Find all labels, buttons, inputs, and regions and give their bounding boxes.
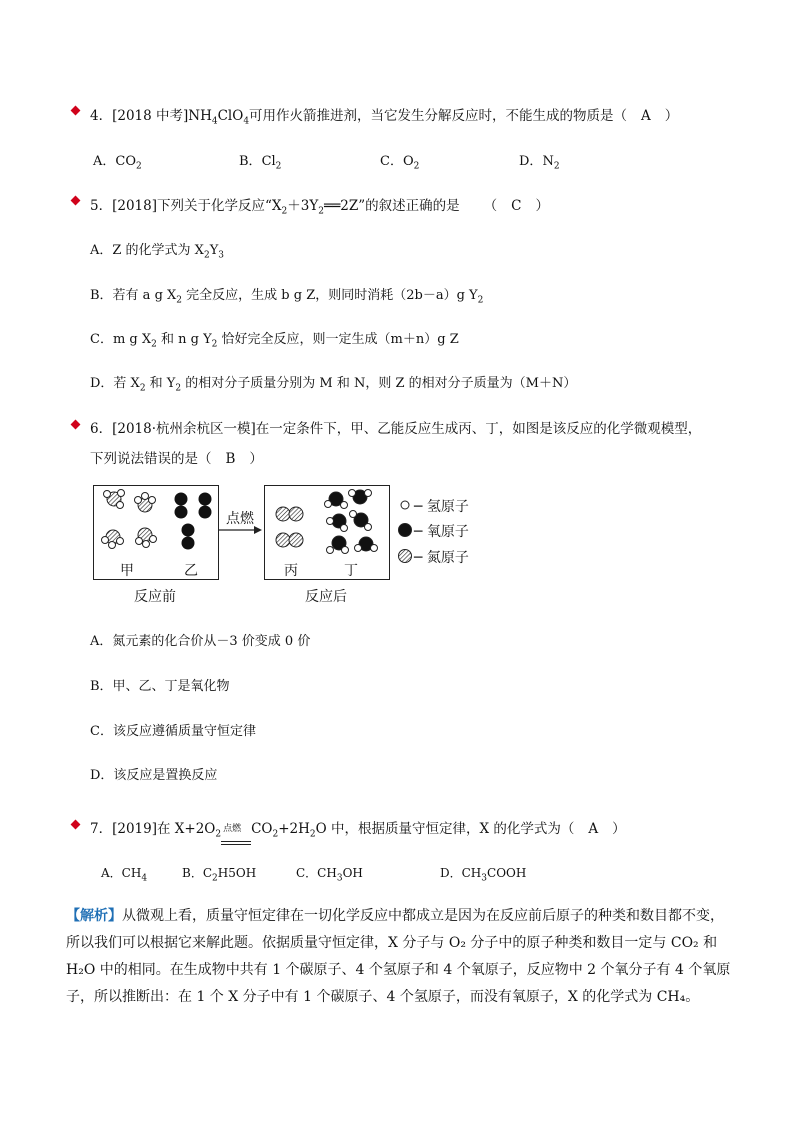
q4-stem: 4．[2018 中考]$NH_4ClO_4$可用作火箭推进剂，当它发生分解反应时，不能生成的物质是（ A ） bbox=[90, 108, 679, 127]
q6-option-a: A．氮元素的化合价从－3 价变成 0 价 bbox=[90, 634, 311, 649]
q5-option-a: A．Z 的化学式为 $X_2Y_3$ bbox=[90, 243, 225, 261]
q7-option-b: B．$C_2H5OH$ bbox=[182, 866, 257, 884]
q4-option-b: B．$Cl_2$ bbox=[239, 154, 282, 172]
q7-answer: A bbox=[588, 821, 599, 837]
arrow-label: 点燃 bbox=[226, 511, 254, 527]
molecules-yi bbox=[175, 493, 212, 550]
label-jia: 甲 bbox=[120, 563, 134, 579]
q6-answer: B bbox=[225, 451, 236, 467]
q4-option-d: D．$N_2$ bbox=[519, 154, 560, 172]
q4-option-a: A．$CO_2$ bbox=[93, 154, 142, 172]
q7-option-c: C．$CH_3OH$ bbox=[296, 866, 363, 884]
nitrogen-atom-icon bbox=[399, 550, 412, 563]
molecules-bing bbox=[276, 507, 303, 547]
label-bing: 丙 bbox=[284, 563, 298, 579]
legend-symbols bbox=[399, 501, 412, 563]
q6-stem-line2: 下列说法错误的是（ B ） bbox=[90, 451, 263, 467]
q6-option-c: C．该反应遵循质量守恒定律 bbox=[90, 724, 256, 739]
explanation-label: 【解析】 bbox=[66, 908, 122, 924]
q5-option-c: C．m g $X_2$ 和 n g $Y_2$ 恰好完全反应，则一定生成（m＋n）g Z bbox=[90, 332, 459, 350]
label-ding: 丁 bbox=[344, 563, 358, 579]
q7-option-a: A．$CH_4$ bbox=[101, 866, 148, 884]
q6-option-d: D．该反应是置换反应 bbox=[90, 768, 218, 783]
q6-stem-line1: 6．[2018·杭州余杭区一模]在一定条件下，甲、乙能反应生成丙、丁，如图是该反应的化学微观模型， bbox=[90, 421, 702, 437]
molecules-jia bbox=[102, 490, 157, 549]
caption-before: 反应前 bbox=[134, 589, 176, 605]
legend-nitrogen: ─ 氮原子 bbox=[414, 550, 469, 566]
oxygen-atom-icon bbox=[399, 524, 412, 537]
q5-option-b: B．若有 a g $X_2$ 完全反应，生成 b g Z，则同时消耗（2b－a）g $Y_2$ bbox=[90, 288, 484, 306]
bullet-diamond-icon bbox=[71, 820, 81, 830]
hydrogen-atom-icon bbox=[401, 501, 409, 509]
q7-stem: 7．[2019]在 $X+2O_2$ 点燃 $CO_2+2H_2O$ 中，根据质量守恒定律，X 的化学式为（ A ） bbox=[90, 817, 626, 840]
q4-answer: A bbox=[641, 108, 651, 124]
legend-hydrogen: ─ 氢原子 bbox=[414, 499, 469, 515]
q4-option-c: C．$O_2$ bbox=[380, 154, 420, 172]
legend-oxygen: ─ 氧原子 bbox=[414, 524, 469, 540]
q5-option-d: D．若 $X_2$ 和 $Y_2$ 的相对分子质量分别为 M 和 N，则 Z 的相对分子质量为（M＋N） bbox=[90, 376, 577, 394]
molecules-ding bbox=[325, 490, 378, 554]
label-yi: 乙 bbox=[184, 563, 198, 579]
explanation-paragraph bbox=[66, 903, 731, 1011]
q6-option-b: B．甲、乙、丁是氧化物 bbox=[90, 679, 230, 694]
q5-answer: C bbox=[511, 198, 522, 214]
q7-option-d: D．$CH_3COOH$ bbox=[440, 866, 527, 884]
explanation-text: 从微观上看，质量守恒定律在一切化学反应中都成立是因为在反应前后原子的种类和数目都不变，所以我们可以根据它来解此题。依据质量守恒定律，X 分子与 O₂ 分子中的原子种类和数目一定与 CO₂ 和 H₂O 中的相同。在生成物中共有 1 个碳原子、4 个氢原子和 4 个氧原子，反应物中 2 个氧分子有 4 个氧原子，所以推断出：在 1 个 X 分子中有 1 个碳原子、4 个氢原子，而没有氧原子，X 的化学式为 CH₄。 bbox=[66, 908, 731, 1005]
q5-stem: 5．[2018]下列关于化学反应“$X_2+3Y_2══2Z$”的叙述正确的是 （ C ） bbox=[90, 198, 549, 217]
caption-after: 反应后 bbox=[305, 589, 347, 605]
